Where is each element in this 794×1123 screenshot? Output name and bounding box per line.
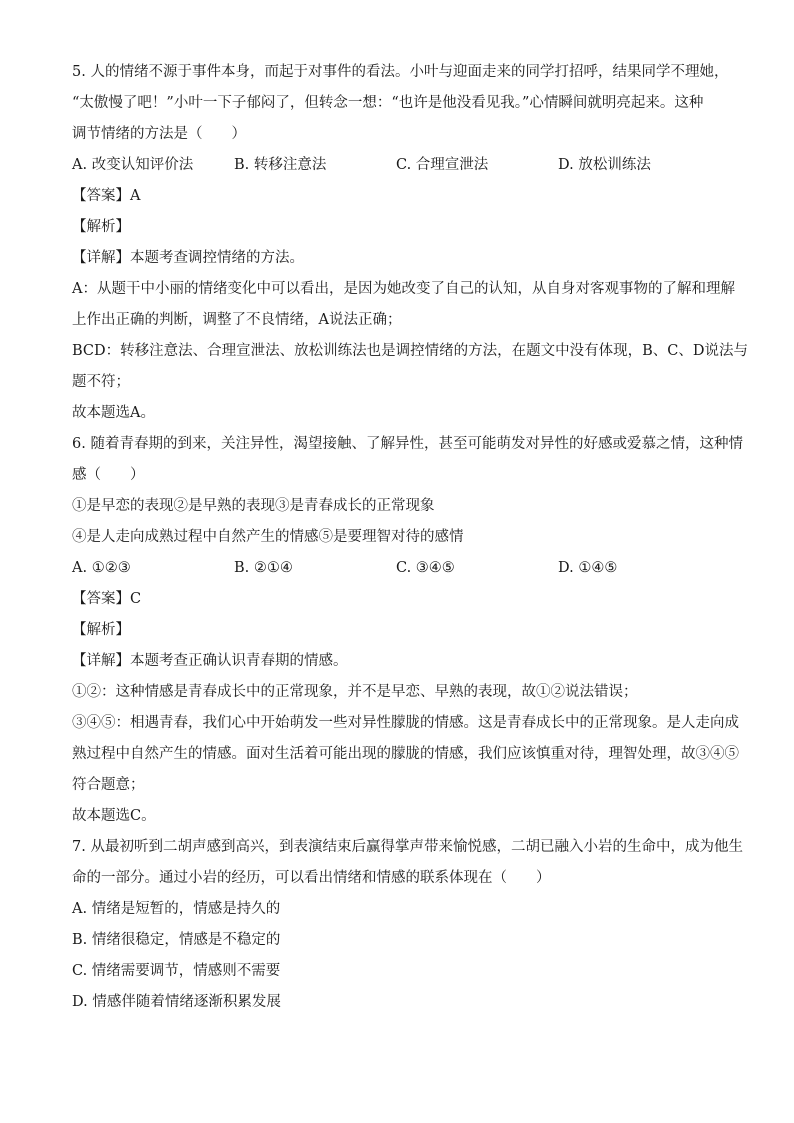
q6-detail-line: 故本题选C。 — [72, 808, 156, 824]
q5-detail-line: 上作出正确的判断，调整了不良情绪，A说法正确； — [72, 312, 402, 328]
q6-stem-line: ①是早恋的表现②是早熟的表现③是青春成长的正常现象 — [72, 498, 435, 514]
option-b: B. 情绪很稳定，情感是不稳定的 — [72, 932, 281, 948]
q5-options — [72, 155, 732, 175]
q7-stem-line: 命的一部分。通过小岩的经历，可以看出情绪和情感的联系体现在（ ） — [72, 870, 551, 886]
question-5 — [72, 62, 749, 434]
option-b: B. 转移注意法 — [234, 157, 327, 173]
q6-analysis-label: 【解析】 — [72, 622, 130, 638]
q6-stem-line: ④是人走向成熟过程中自然产生的情感⑤是要理智对待的感情 — [72, 529, 464, 545]
option-a: A. ①②③ — [72, 560, 131, 576]
q6-stem-line: 感（ ） — [72, 467, 145, 483]
q7-stem-line: 7. 从最初听到二胡声感到高兴，到表演结束后赢得掌声带来愉悦感，二胡已融入小岩的生命中，成为他生 — [72, 839, 743, 855]
q6-detail-line: ③④⑤：相遇青春，我们心中开始萌发一些对异性朦胧的情感。这是青春成长中的正常现象。是人走向成 — [72, 715, 739, 731]
q5-answer: 【答案】A — [72, 188, 141, 204]
q5-stem-line: 调节情绪的方法是（ ） — [72, 126, 246, 142]
option-b: B. ②①④ — [234, 560, 293, 576]
option-a: A. 情绪是短暂的，情感是持久的 — [72, 901, 281, 917]
q6-stem-line: 6. 随着青春期的到来，关注异性，渴望接触、了解异性，甚至可能萌发对异性的好感或爱慕之情，这种情 — [72, 436, 743, 452]
q5-detail-line: 故本题选A。 — [72, 405, 155, 421]
q5-stem-line: “太傲慢了吧！”小叶一下子郁闷了，但转念一想：“也许是他没看见我。”心情瞬间就明亮起来。这种 — [72, 95, 704, 111]
q5-detail-line: 题不符； — [72, 374, 130, 390]
option-d: D. 放松训练法 — [558, 157, 651, 173]
option-d: D. 情感伴随着情绪逐渐积累发展 — [72, 994, 281, 1010]
q6-detail-line: 【详解】本题考查正确认识青春期的情感。 — [72, 653, 348, 669]
q5-detail-line: BCD：转移注意法、合理宣泄法、放松训练法也是调控情绪的方法，在题文中没有体现，B、C、D说法与 — [72, 343, 749, 359]
option-d: D. ①④⑤ — [558, 560, 618, 576]
q6-detail-line: ①②：这种情感是青春成长中的正常现象，并不是早恋、早熟的表现，故①②说法错误； — [72, 684, 638, 700]
q6-detail-line: 熟过程中自然产生的情感。面对生活着可能出现的朦胧的情感，我们应该慎重对待，理智处理，故③④⑤ — [72, 746, 739, 762]
q6-answer: 【答案】C — [72, 591, 142, 607]
q5-detail-line: 【详解】本题考查调控情绪的方法。 — [72, 250, 304, 266]
q5-analysis-label: 【解析】 — [72, 219, 130, 235]
option-c: C. 合理宣泄法 — [396, 157, 489, 173]
q6-detail-line: 符合题意； — [72, 777, 145, 793]
option-c: C. ③④⑤ — [396, 560, 455, 576]
option-c: C. 情绪需要调节，情感则不需要 — [72, 963, 281, 979]
q5-stem-line: 5. 人的情绪不源于事件本身，而起于对事件的看法。小叶与迎面走来的同学打招呼，结果同学不理她， — [72, 64, 729, 80]
question-7 — [72, 837, 743, 1012]
question-6 — [72, 434, 743, 837]
q6-options — [72, 558, 732, 578]
document-page — [72, 62, 749, 1012]
q5-detail-line: A：从题干中小丽的情绪变化中可以看出，是因为她改变了自己的认知，从自身对客观事物的了解和理解 — [72, 281, 735, 297]
option-a: A. 改变认知评价法 — [72, 157, 194, 173]
